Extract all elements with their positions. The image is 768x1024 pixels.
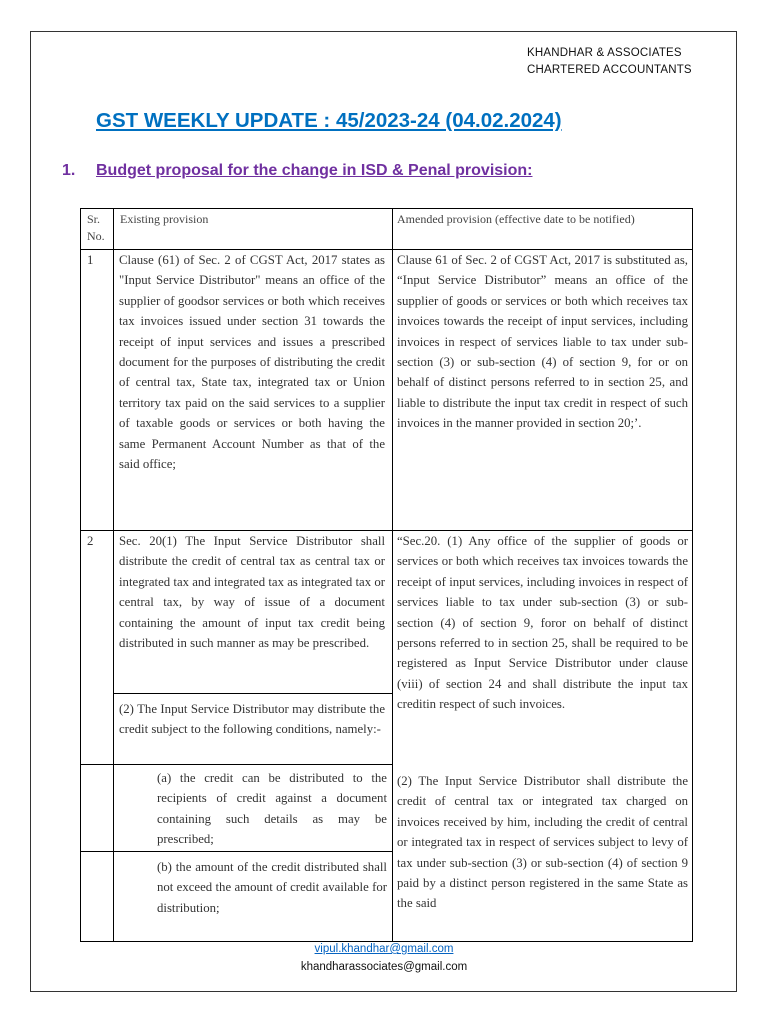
row2-existing-a: (a) the credit can be distributed to the recipients of credit against a document containing such details as may be prescribed;	[157, 771, 387, 847]
primary-email-link[interactable]: vipul.khandhar@gmail.com	[314, 943, 454, 955]
row2-existing-main: Sec. 20(1) The Input Service Distributor shall distribute the credit of central tax as central tax or integrated tax and integrated tax as integrated tax or central tax, by way of issue of a document containing the amount of input tax credit being distributed in such manner as may be prescribed.	[119, 534, 385, 651]
row1-existing: Clause (61) of Sec. 2 of CGST Act, 2017 states as "Input Service Distributor" means an office of the supplier of goodsor services or both which receives tax invoices issued under section 31 towards the receipt of input services and issues a prescribed document for the purposes of distributing the credit of central tax, State tax, integrated tax or Union territory tax paid on the said services to a supplier of taxable goods or services or both having the same Permanent Account Number as that of the said office;	[119, 253, 385, 472]
row1-amended: Clause 61 of Sec. 2 of CGST Act, 2017 is substituted as, “Input Service Distributor” means an office of the supplier of goods or services or both which receives tax invoices towards the receipt of input services, including invoices in respect of services liable to tax under sub-section (3) or sub-section (4) of section 9, for or on behalf of distinct persons referred to in section 25, and liable to distribute the input tax credit in respect of such invoices in the manner provided in section 20;’.	[397, 253, 688, 431]
row-divider-2c	[81, 851, 392, 852]
header-existing: Existing provision	[120, 212, 209, 226]
section-title: Budget proposal for the change in ISD & Penal provision:	[96, 162, 533, 179]
section-number: 1.	[62, 162, 76, 179]
header-amended: Amended provision (effective date to be notified)	[397, 212, 635, 226]
firm-name: KHANDHAR & ASSOCIATES	[527, 47, 682, 59]
firm-header	[527, 45, 692, 79]
secondary-email: khandharassociates@gmail.com	[300, 961, 468, 973]
firm-subtitle: CHARTERED ACCOUNTANTS	[527, 64, 692, 76]
row-divider-2a	[113, 693, 392, 694]
row2-sr: 2	[87, 534, 94, 548]
row-divider-2b	[81, 764, 392, 765]
row2-amended-2: (2) The Input Service Distributor shall distribute the credit of central tax or integrated tax charged on invoices received by him, including the credit of central or integrated tax in respect of services subject to levy of tax under sub-section (3) or sub-section (4) of section 9 paid by a distinct person registered in the same State as the said	[397, 774, 688, 911]
header-sr-no: Sr. No.	[87, 212, 105, 243]
row2-existing-b: (b) the amount of the credit distributed shall not exceed the amount of credit available for distribution;	[157, 860, 387, 915]
row1-sr: 1	[87, 253, 94, 267]
col-divider-2	[392, 209, 393, 941]
row2-existing-sub: (2) The Input Service Distributor may distribute the credit subject to the following conditions, namely:-	[119, 702, 385, 737]
col-divider-1	[113, 209, 114, 941]
section-heading	[62, 162, 532, 180]
row2-amended-1: “Sec.20. (1) Any office of the supplier of goods or services or both which receives tax invoices towards the receipt of input services, including invoices in respect of services liable to tax under sub-section (3) or sub-section (4) of section 9, foror on behalf of distinct persons referred to in section 25, shall be required to be registered as Input Service Distributor under clause (viii) of section 24 and shall distribute the input tax creditin respect of such invoices.	[397, 534, 688, 712]
provision-table	[80, 208, 693, 942]
page-title: GST WEEKLY UPDATE : 45/2023-24 (04.02.2024)	[96, 109, 562, 132]
